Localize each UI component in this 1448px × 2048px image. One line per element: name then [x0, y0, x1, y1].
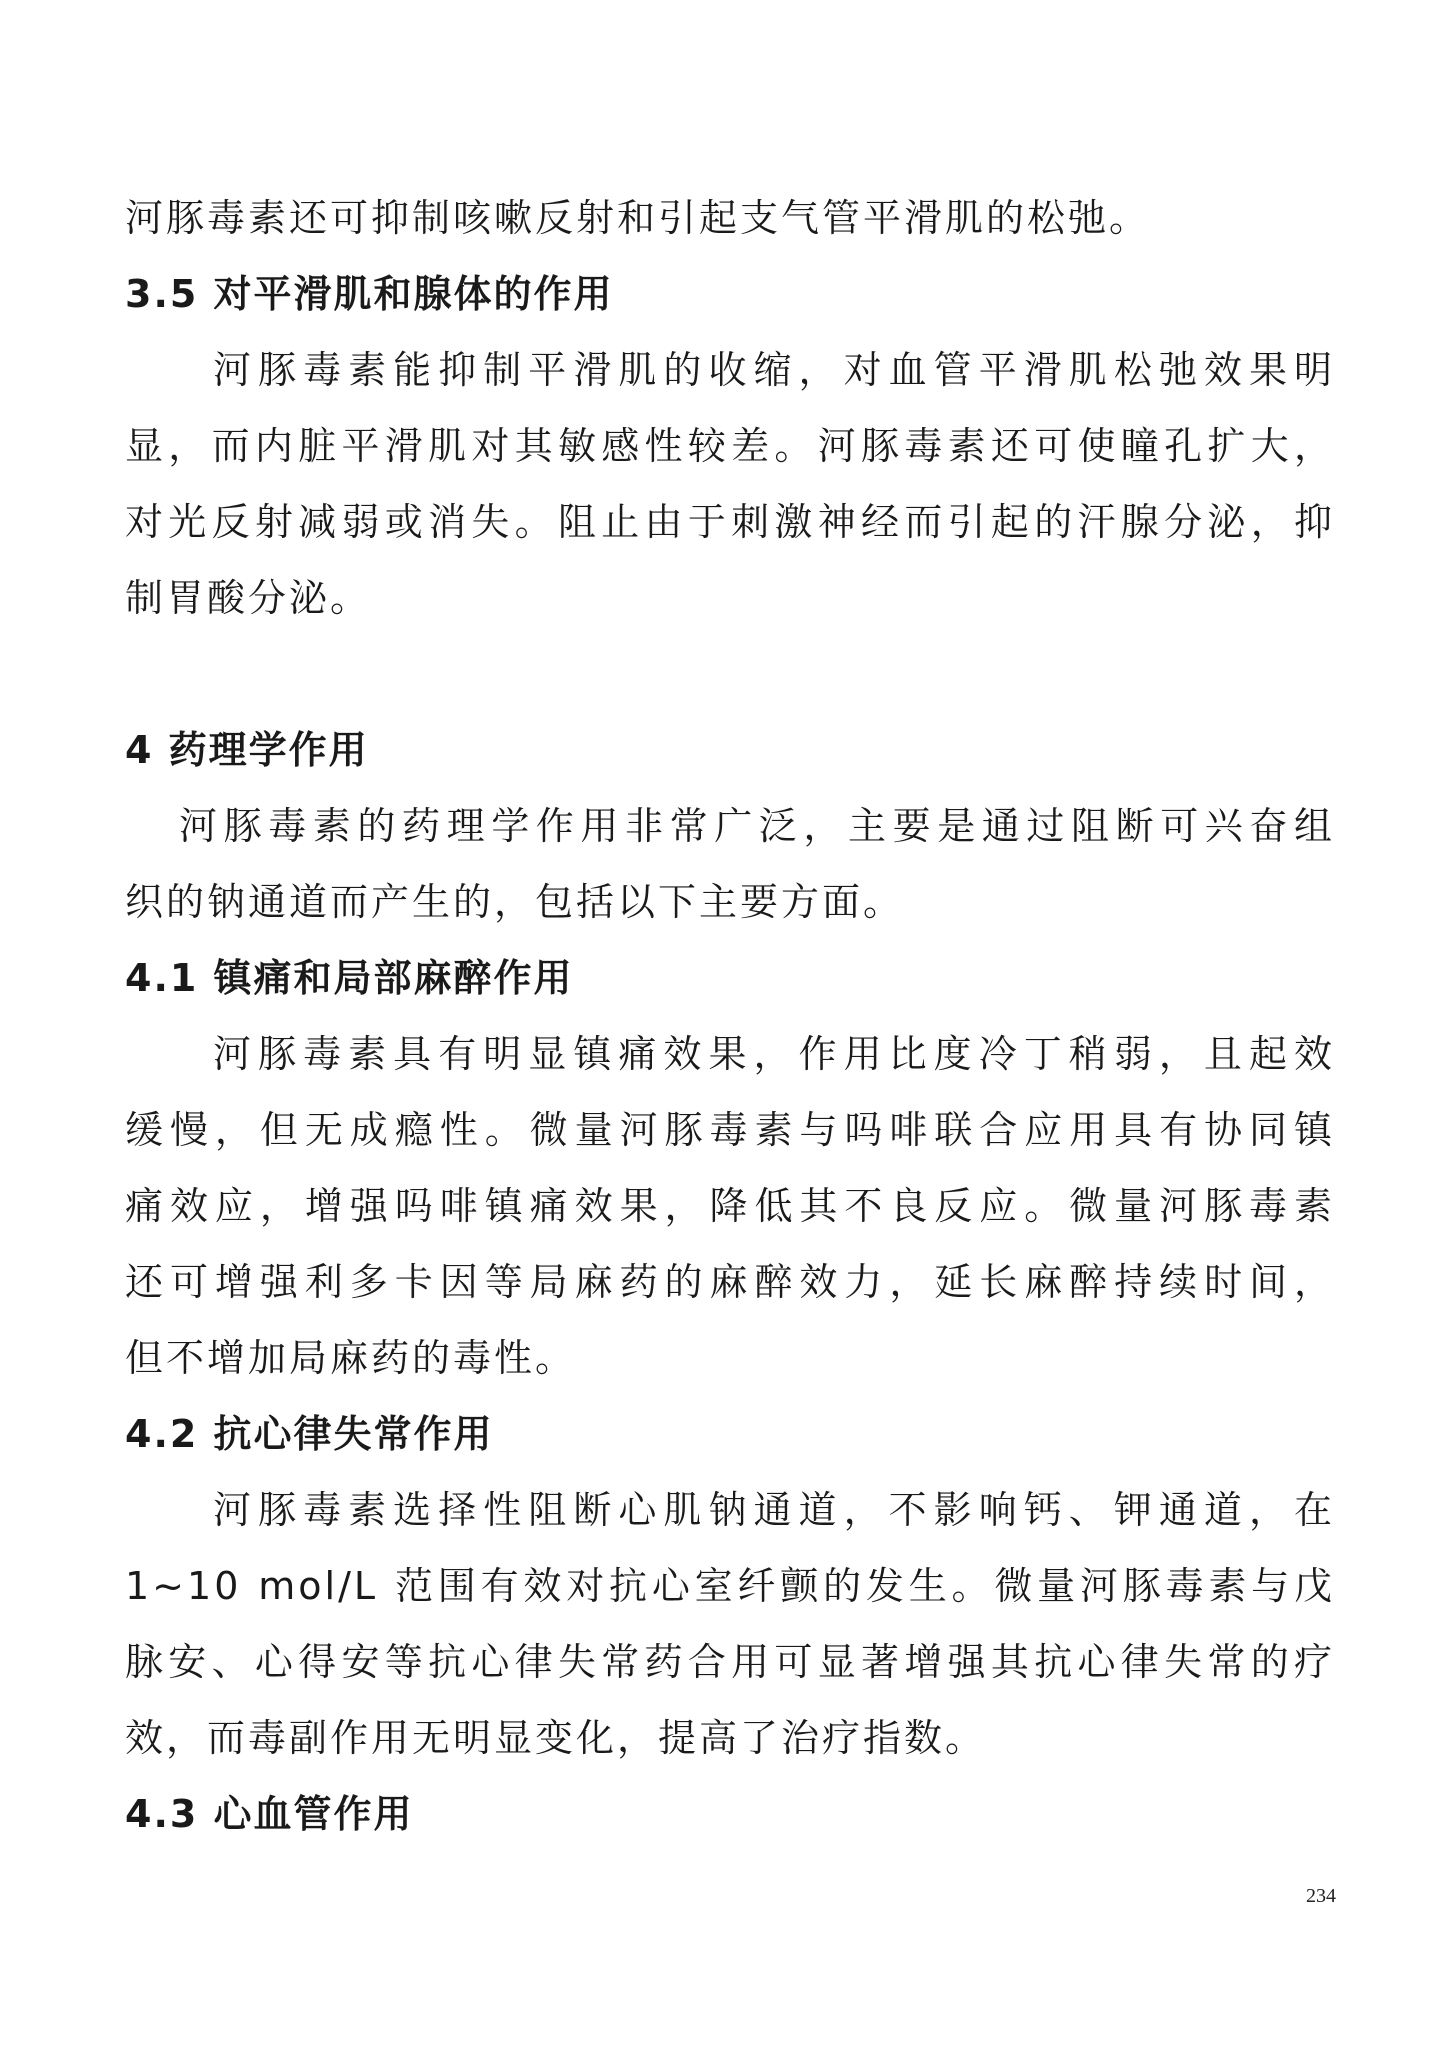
text-line: 脉安、心得安等抗心律失常药合用可显著增强其抗心律失常的疗 — [125, 1640, 1335, 1684]
text-line: 河豚毒素的药理学作用非常广泛，主要是通过阻断可兴奋组 — [179, 804, 1335, 848]
text-line: 1~10 mol/L 范围有效对抗心室纤颤的发生。微量河豚毒素与戊 — [125, 1564, 1335, 1608]
text-line: 织的钠通道而产生的，包括以下主要方面。 — [125, 880, 905, 924]
text-line: 河豚毒素还可抑制咳嗽反射和引起支气管平滑肌的松弛。 — [125, 196, 1151, 240]
text-line: 显，而内脏平滑肌对其敏感性较差。河豚毒素还可使瞳孔扩大， — [125, 424, 1335, 468]
section-heading-3-5: 3.5 对平滑肌和腺体的作用 — [125, 272, 614, 316]
text-line: 制胃酸分泌。 — [125, 576, 372, 620]
text-line: 对光反射减弱或消失。阻止由于刺激神经而引起的汗腺分泌，抑 — [125, 500, 1335, 544]
page-number: 234 — [1306, 1885, 1336, 1907]
text-line: 河豚毒素选择性阻断心肌钠通道，不影响钙、钾通道，在 — [213, 1488, 1335, 1532]
text-line: 河豚毒素具有明显镇痛效果，作用比度冷丁稍弱，且起效 — [213, 1032, 1335, 1076]
section-heading-4: 4 药理学作用 — [125, 728, 369, 772]
section-gap — [125, 636, 1335, 712]
text-line: 缓慢，但无成瘾性。微量河豚毒素与吗啡联合应用具有协同镇 — [125, 1108, 1335, 1152]
page-body — [125, 180, 1335, 1852]
section-heading-4-2: 4.2 抗心律失常作用 — [125, 1412, 494, 1456]
text-line: 河豚毒素能抑制平滑肌的收缩，对血管平滑肌松弛效果明 — [213, 348, 1335, 392]
section-heading-4-1: 4.1 镇痛和局部麻醉作用 — [125, 956, 574, 1000]
text-line: 痛效应，增强吗啡镇痛效果，降低其不良反应。微量河豚毒素 — [125, 1184, 1335, 1228]
text-line: 但不增加局麻药的毒性。 — [125, 1336, 577, 1380]
section-heading-4-3: 4.3 心血管作用 — [125, 1792, 414, 1836]
text-line: 效，而毒副作用无明显变化，提高了治疗指数。 — [125, 1716, 987, 1760]
text-line: 还可增强利多卡因等局麻药的麻醉效力，延长麻醉持续时间， — [125, 1260, 1335, 1304]
